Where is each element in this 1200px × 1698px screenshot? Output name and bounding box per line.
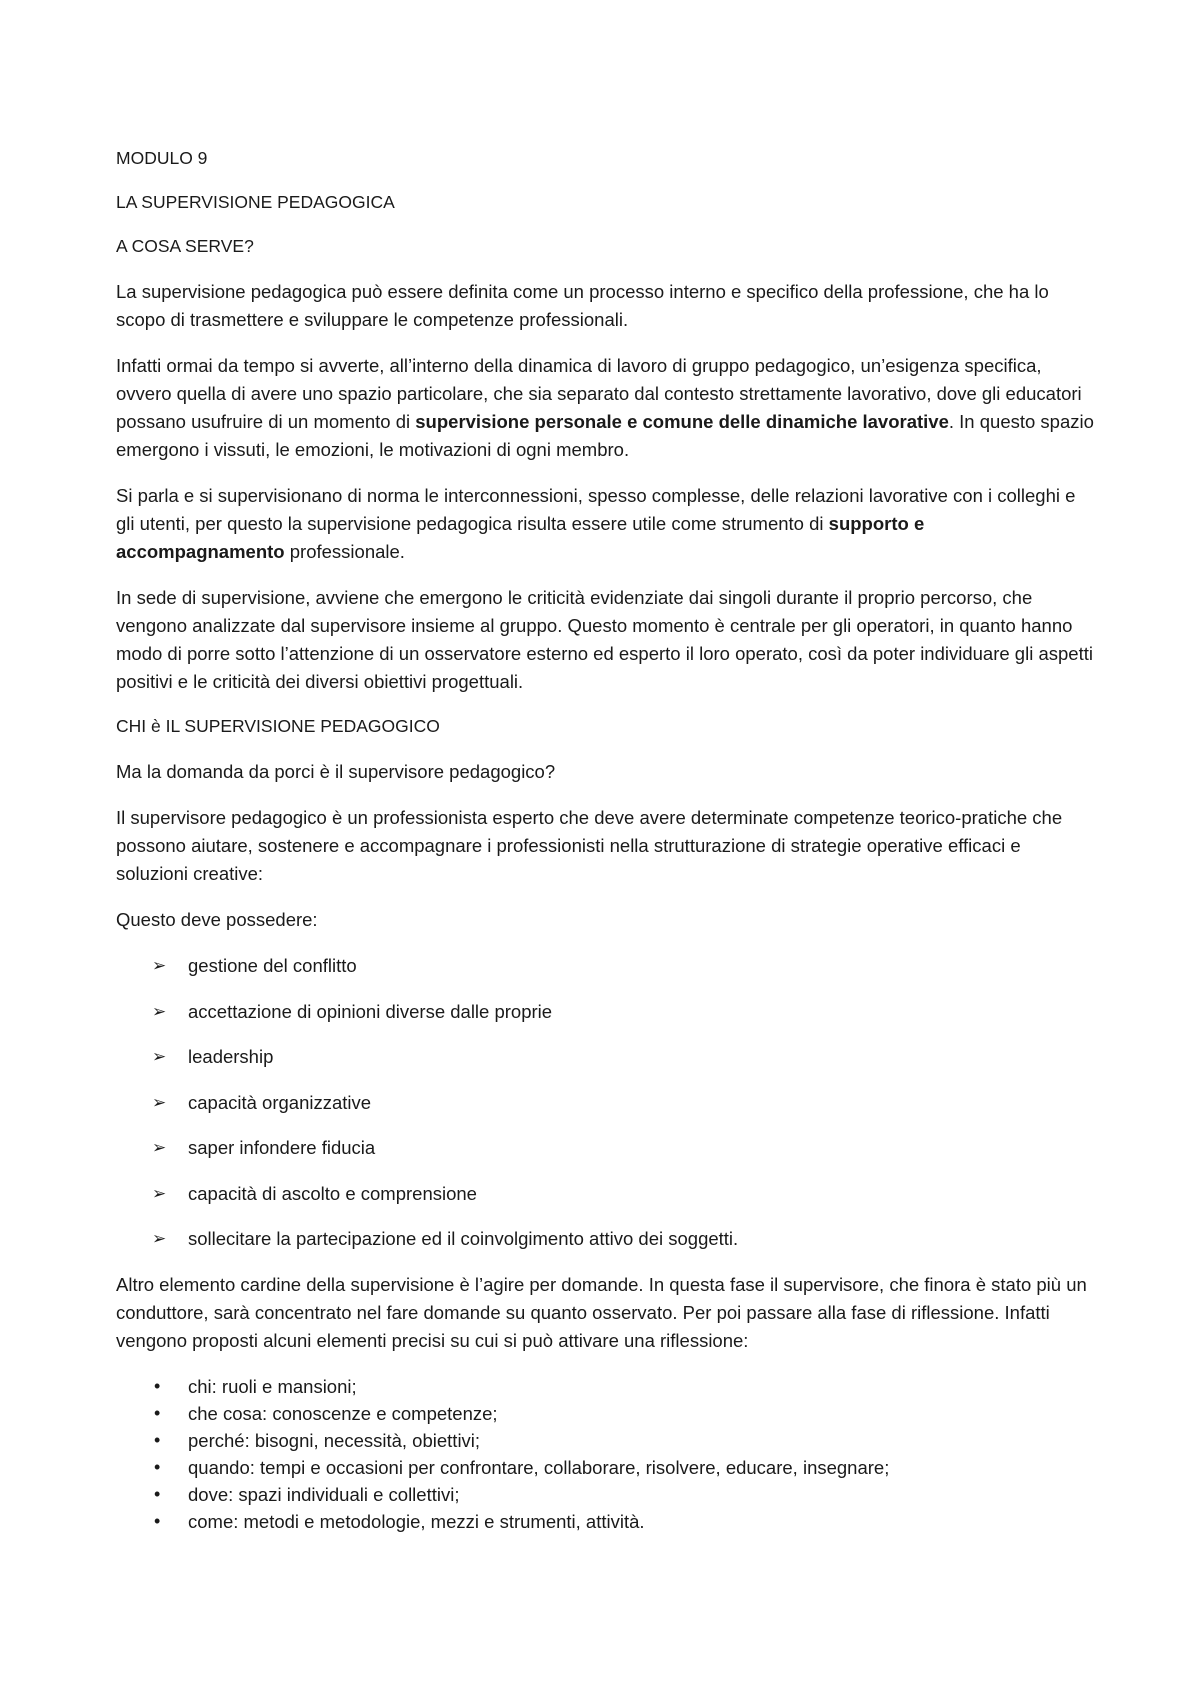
list-item-text: chi: ruoli e mansioni; <box>188 1375 357 1397</box>
list-item-text: capacità di ascolto e comprensione <box>188 1182 477 1204</box>
paragraph-interconnessioni <box>116 482 1096 566</box>
section-heading-a-cosa-serve: A COSA SERVE? <box>116 236 254 256</box>
list-item-text: saper infondere fiducia <box>188 1137 376 1158</box>
list-item-text: sollecitare la partecipazione ed il coinvolgimento attivo dei soggetti. <box>188 1228 739 1249</box>
paragraph-domanda: Ma la domanda da porci è il supervisore pedagogico? <box>116 761 556 782</box>
list-item <box>116 1373 1096 1400</box>
arrow-bullet-icon: ➢ <box>152 956 167 975</box>
skills-list <box>116 952 1096 1253</box>
list-item <box>116 1508 1096 1535</box>
list-item-text: dove: spazi individuali e collettivi; <box>188 1483 460 1505</box>
bullet-dot-icon: • <box>154 1375 161 1396</box>
bold-phrase: supporto e accompagnamento <box>116 513 925 562</box>
list-item <box>116 1180 1096 1208</box>
paragraph-text: Infatti ormai da tempo si avverte, all’interno della dinamica di lavoro di gruppo pedagogico, un’esigenza specifica, ovvero quella di avere uno spazio particolare, che sia separato dal contesto strettamente lavorativo, dove gli educatori possano usufruire di un momento di <box>116 355 1082 432</box>
list-item <box>116 952 1096 980</box>
list-item-text: quando: tempi e occasioni per confrontare, collaborare, risolvere, educare, insegnare; <box>188 1456 890 1478</box>
list-item-text: che cosa: conoscenze e competenze; <box>188 1402 498 1424</box>
arrow-bullet-icon: ➢ <box>152 1138 167 1157</box>
section-heading-chi: CHI è IL SUPERVISIONE PEDAGOGICO <box>116 716 440 736</box>
bullet-dot-icon: • <box>154 1429 161 1450</box>
list-item-text: come: metodi e metodologie, mezzi e strumenti, attività. <box>188 1510 645 1532</box>
paragraph-text: professionale. <box>284 541 405 562</box>
bold-phrase: supervisione personale e comune delle dinamiche lavorative <box>415 411 949 432</box>
list-item-text: accettazione di opinioni diverse dalle proprie <box>188 1000 553 1022</box>
list-item <box>116 1043 1096 1071</box>
paragraph-text: . In questo spazio emergono i vissuti, le emozioni, le motivazioni di ogni membro. <box>116 411 1094 460</box>
paragraph-supervisore: Il supervisore pedagogico è un professionista esperto che deve avere determinate competenze teorico-pratiche che possono aiutare, sostenere e accompagnare i professionisti nella strutturazione di strategie operative efficaci e soluzioni creative: <box>116 807 1063 884</box>
arrow-bullet-icon: ➢ <box>152 1229 167 1248</box>
list-item-text: gestione del conflitto <box>188 955 357 976</box>
arrow-bullet-icon: ➢ <box>152 1183 167 1203</box>
bullet-dot-icon: • <box>154 1456 161 1477</box>
list-item <box>116 1481 1096 1508</box>
list-item-text: perché: bisogni, necessità, obiettivi; <box>188 1429 481 1451</box>
document-title: LA SUPERVISIONE PEDAGOGICA <box>116 192 395 212</box>
bullet-dot-icon: • <box>154 1510 161 1531</box>
list-item <box>116 1089 1096 1117</box>
list-item <box>116 1134 1096 1162</box>
paragraph-esigenza <box>116 352 1096 464</box>
reflection-elements-list <box>116 1373 1096 1535</box>
list-item <box>116 998 1096 1026</box>
module-label: MODULO 9 <box>116 148 208 168</box>
list-item <box>116 1400 1096 1427</box>
list-item <box>116 1225 1096 1253</box>
list-item-text: leadership <box>188 1046 274 1067</box>
paragraph-possedere: Questo deve possedere: <box>116 909 318 930</box>
list-item-text: capacità organizzative <box>188 1091 372 1113</box>
paragraph-criticita: In sede di supervisione, avviene che emergono le criticità evidenziate dai singoli durante il proprio percorso, che vengono analizzate dal supervisore insieme al gruppo. Questo momento è centrale per gli operatori, in quanto hanno modo di porre sotto l’attenzione di un osservatore esterno ed esperto il loro operato, così da poter individuare gli aspetti positivi e le criticità dei diversi obiettivi progettuali. <box>116 587 1093 692</box>
paragraph-definition: La supervisione pedagogica può essere definita come un processo interno e specifico della professione, che ha lo scopo di trasmettere e sviluppare le competenze professionali. <box>116 281 1049 330</box>
arrow-bullet-icon: ➢ <box>152 1092 167 1112</box>
arrow-bullet-icon: ➢ <box>152 1047 167 1066</box>
list-item <box>116 1427 1096 1454</box>
bullet-dot-icon: • <box>154 1483 161 1504</box>
paragraph-agire-per-domande: Altro elemento cardine della supervisione è l’agire per domande. In questa fase il supervisore, che finora è stato più un conduttore, sarà concentrato nel fare domande su quanto osservato. Per poi passare alla fase di riflessione. Infatti vengono proposti alcuni elementi precisi su cui si può attivare una riflessione: <box>116 1273 1087 1351</box>
paragraph-text: Si parla e si supervisionano di norma le interconnessioni, spesso complesse, delle relazioni lavorative con i colleghi e gli utenti, per questo la supervisione pedagogica risulta essere utile come strumento di <box>116 485 1076 534</box>
bullet-dot-icon: • <box>154 1402 161 1423</box>
list-item <box>116 1454 1096 1481</box>
document-page <box>116 146 1096 1535</box>
arrow-bullet-icon: ➢ <box>152 1001 167 1021</box>
